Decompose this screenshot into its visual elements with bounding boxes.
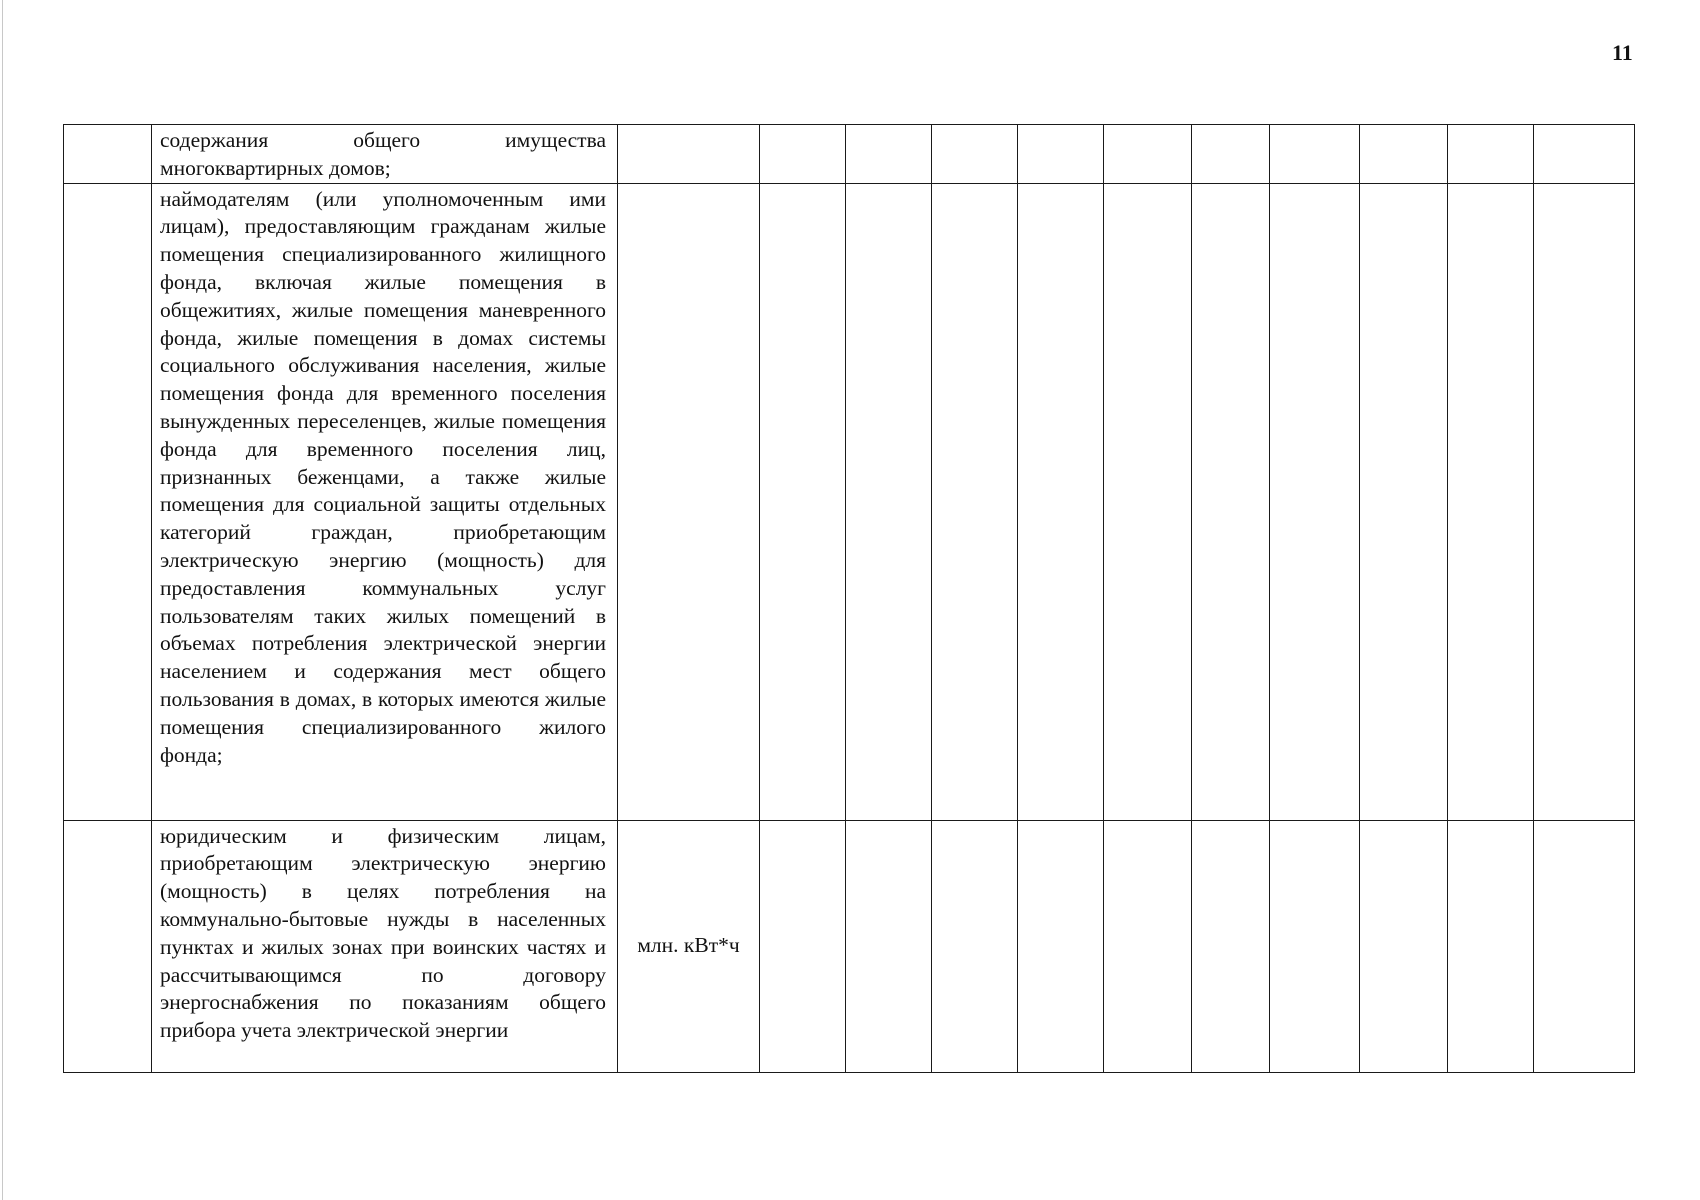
value-cell: [1104, 820, 1192, 1072]
value-cell: [846, 820, 932, 1072]
value-cell: [1018, 125, 1104, 184]
value-cell: [1534, 125, 1635, 184]
value-cell: [1192, 125, 1270, 184]
value-cell: [1192, 183, 1270, 820]
table-row: [64, 125, 1635, 184]
value-cell: [1360, 820, 1448, 1072]
row-number-cell: [64, 125, 152, 184]
value-cell: [846, 125, 932, 184]
description-cell: юридическим и физическим лицам, приобретающим электрическую энергию (мощность) в целях потребления на коммунально-бытовые нужды в населенных пунктах и жилых зонах при воинских частях и рассчитывающимся по договору энергоснабжения по показаниям общего прибора учета электрической энергии: [152, 820, 618, 1072]
description-cell: наймодателям (или уполномоченным ими лицам), предоставляющим гражданам жилые помещения специализированного жилищного фонда, включая жилые помещения в общежитиях, жилые помещения маневренного фонда, жилые помещения в домах системы социального обслуживания населения, жилые помещения фонда для временного поселения вынужденных переселенцев, жилые помещения фонда для временного поселения лиц, признанных беженцами, а также жилые помещения для социальной защиты отдельных категорий граждан, приобретающим электрическую энергию (мощность) для предоставления коммунальных услуг пользователям таких жилых помещений в объемах потребления электрической энергии населением и содержания мест общего пользования в домах, в которых имеются жилые помещения специализированного жилого фонда;: [152, 183, 618, 820]
value-cell: [1018, 820, 1104, 1072]
value-cell: [846, 183, 932, 820]
unit-cell: млн. кВт*ч: [618, 820, 760, 1072]
page-number: 11: [1612, 40, 1633, 65]
unit-cell: [618, 125, 760, 184]
value-cell: [760, 183, 846, 820]
value-cell: [932, 125, 1018, 184]
value-cell: [1360, 183, 1448, 820]
value-cell: [1360, 125, 1448, 184]
value-cell: [1018, 183, 1104, 820]
value-cell: [1270, 183, 1360, 820]
value-cell: [1534, 820, 1635, 1072]
value-cell: [932, 183, 1018, 820]
row-number-cell: [64, 820, 152, 1072]
data-table: [63, 124, 1635, 1073]
table-row: [64, 183, 1635, 820]
value-cell: [1104, 125, 1192, 184]
value-cell: [1192, 820, 1270, 1072]
value-cell: [760, 125, 846, 184]
scan-edge-line: [2, 0, 3, 1200]
value-cell: [1534, 183, 1635, 820]
table-row: [64, 820, 1635, 1072]
value-cell: [1270, 125, 1360, 184]
value-cell: [1104, 183, 1192, 820]
value-cell: [1448, 125, 1534, 184]
value-cell: [760, 820, 846, 1072]
row-number-cell: [64, 183, 152, 820]
value-cell: [932, 820, 1018, 1072]
value-cell: [1448, 820, 1534, 1072]
value-cell: [1270, 820, 1360, 1072]
description-cell: содержания общего имущества многоквартирных домов;: [152, 125, 618, 184]
unit-cell: [618, 183, 760, 820]
value-cell: [1448, 183, 1534, 820]
